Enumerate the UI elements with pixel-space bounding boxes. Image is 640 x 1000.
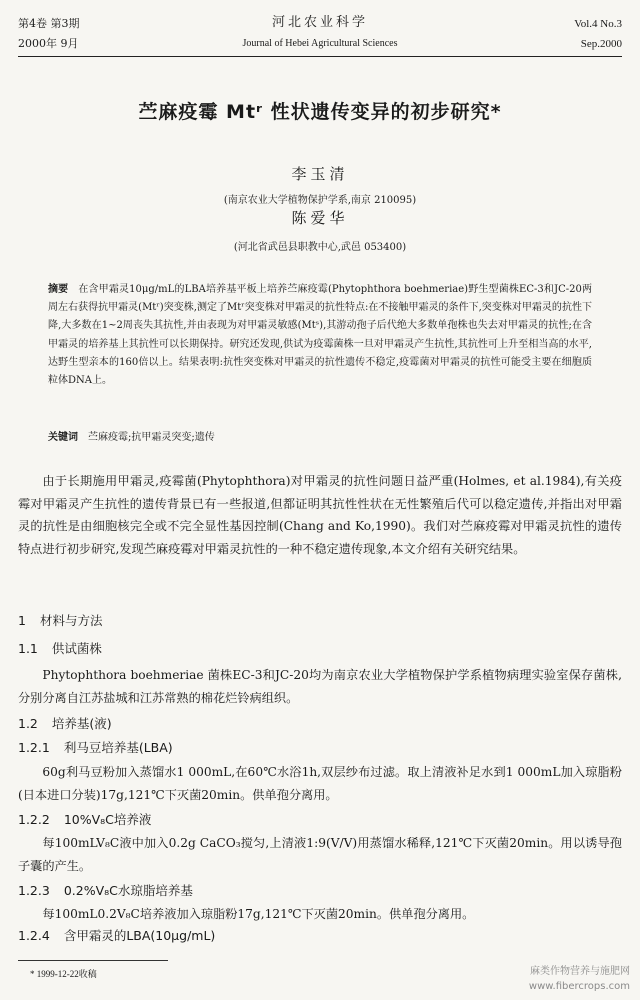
water-agar-paragraph: 每100mL0.2V₈C培养液加入琼脂粉17g,121℃下灭菌20min。供单孢分离用。 <box>42 907 475 921</box>
author-affiliation: (河北省武邑县职教中心,武邑 053400) <box>233 242 407 253</box>
author-name: 李玉清 <box>291 165 349 183</box>
subsection-heading: 1.2 培养基(液) <box>18 716 112 731</box>
running-header <box>18 14 622 57</box>
lba-paragraph: 60g利马豆粉加入蒸馏水1 000mL,在60℃水浴1h,双层纱布过滤。取上清液补足水到1 000mL加入琼脂粉(日本进口分装)17g,121℃下灭菌20min。供单孢分离用。 <box>18 765 622 802</box>
abstract-label: 摘要 <box>48 284 69 295</box>
keywords <box>48 430 592 446</box>
subsubsection-heading: 1.2.3 0.2%V₈C水琼脂培养基 <box>18 883 193 898</box>
subsubsection-heading: 1.2.1 利马豆培养基(LBA) <box>18 740 173 755</box>
section-heading: 1 材料与方法 <box>18 613 103 628</box>
v8c-paragraph: 每100mLV₈C液中加入0.2g CaCO₃搅匀,上清液1:9(V/V)用蒸馏水稀释,121℃下灭菌20min。用以诱导孢子囊的产生。 <box>18 836 622 873</box>
subsection-heading: 1.1 供试菌株 <box>18 641 102 656</box>
watermark-title: 麻类作物营养与施肥网 <box>530 966 630 977</box>
footnote: * 1999-12-22收稿 <box>30 969 97 979</box>
author-name: 陈爱华 <box>291 209 349 227</box>
subsubsection-heading: 1.2.4 含甲霜灵的LBA(10μg/mL) <box>18 928 216 943</box>
date-en: Sep.2000 <box>580 38 622 50</box>
date-cn: 2000年 9月 <box>18 37 79 50</box>
subsubsection-heading: 1.2.2 10%V₈C培养液 <box>18 812 152 827</box>
footnote-rule <box>18 960 168 961</box>
abstract <box>48 281 592 390</box>
journal-name-en: Journal of Hebei Agricultural Sciences <box>242 38 398 49</box>
paper-title: 苎麻疫霉 Mtʳ 性状遗传变异的初步研究* <box>138 101 502 123</box>
volume-issue-en: Vol.4 No.3 <box>574 18 622 30</box>
keywords-label: 关键词 <box>48 432 78 443</box>
journal-name-cn: 河北农业科学 <box>271 15 368 30</box>
volume-issue-cn: 第4卷 第3期 <box>18 17 80 30</box>
strain-paragraph: Phytophthora boehmeriae 菌株EC-3和JC-20均为南京农业大学植物保护学系植物病理实验室保存菌株,分别分离自江苏盐城和江苏常熟的棉花烂铃病组织。 <box>18 668 622 705</box>
keywords-text: 苎麻疫霉;抗甲霜灵突变;遗传 <box>88 432 215 443</box>
introduction-paragraph: 由于长期施用甲霜灵,疫霉菌(Phytophthora)对甲霜灵的抗性问题日益严重(Holmes, et al.1984),有关疫霉对甲霜灵产生抗性的遗传背景已有一些报道,但都证明其抗性性状在无性繁殖后代可以稳定遗传,并指出对甲霜灵的抗性是由细胞核完全或不完全显性基因控制(Chang and Ko,1990)。我们对苎麻疫霉对甲霜灵抗性的遗传特点进行初步研究,发现苎麻疫霉对甲霜灵抗性的一种不稳定遗传现象,本文介绍有关研究结果。 <box>18 474 622 556</box>
watermark-url: www.fibercrops.com <box>528 981 630 992</box>
author-affiliation: (南京农业大学植物保护学系,南京 210095) <box>223 195 417 206</box>
abstract-text: 在含甲霜灵10μg/mL的LBA培养基平板上培养苎麻疫霉(Phytophthora boehmeriae)野生型菌株EC-3和JC-20两周左右获得抗甲霜灵(Mtʳ)突变株,测定了Mtʳ突变株对甲霜灵的抗性特点:在不接触甲霜灵的条件下,突变株对甲霜灵的抗性下降,大多数在1~2周丧失其抗性,并由表现为对甲霜灵敏感(Mtˢ),其游动孢子后代绝大多数单孢株也失去对甲霜灵的抗性;在含甲霜灵的培养基上其抗性可以长期保持。研究还发现,供试为疫霉菌株一旦对甲霜灵产生抗性,其抗性可上升至相当高的水平,达野生型亲本的160倍以上。结果表明:抗性突变株对甲霜灵的抗性遗传不稳定,疫霉菌对甲霜灵的抗性可能受主要在细胞质粒体DNA上。 <box>48 284 593 387</box>
